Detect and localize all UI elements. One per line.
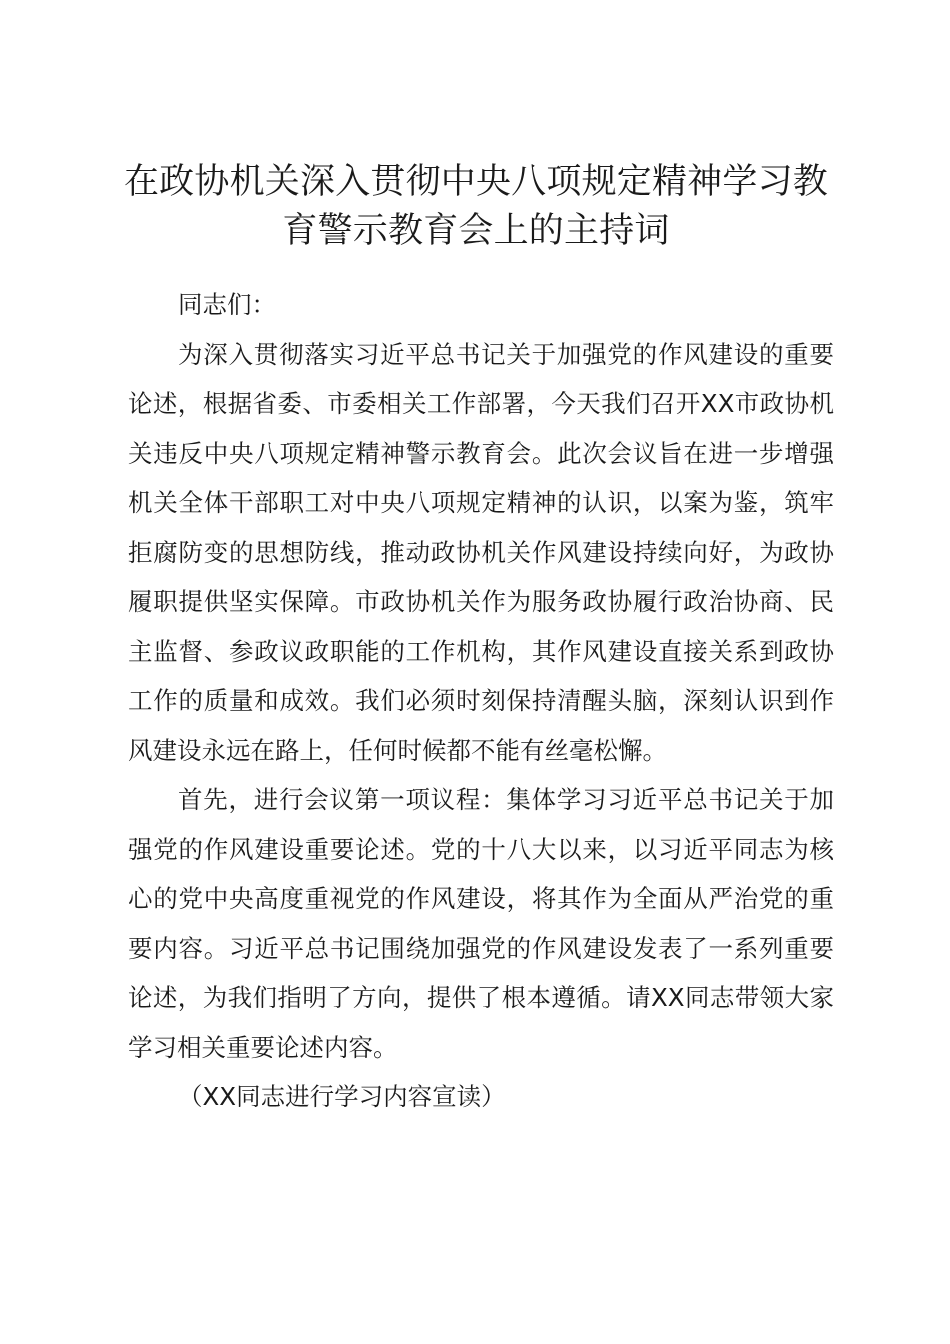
paragraph-stage-note: （XX同志进行学习内容宣读） [178,1082,506,1111]
salutation: 同志们： [178,290,276,319]
document-body [128,280,834,1122]
paragraph-intro: 为深入贯彻落实习近平总书记关于加强党的作风建设的重要论述，根据省委、市委相关工作部署，今天我们召开XX市政协机关违反中央八项规定精神警示教育会。此次会议旨在进一步增强机关全体干部职工对中央八项规定精神的认识，以案为鉴，筑牢拒腐防变的思想防线，推动政协机关作风建设持续向好，为政协履职提供坚实保障。市政协机关作为服务政协履行政治协商、民主监督、参政议政职能的工作机构，其作风建设直接关系到政协工作的质量和成效。我们必须时刻保持清醒头脑，深刻认识到作风建设永远在路上，任何时候都不能有丝毫松懈。 [128,339,834,765]
paragraph-agenda-one: 首先，进行会议第一项议程：集体学习习近平总书记关于加强党的作风建设重要论述。党的十八大以来，以习近平同志为核心的党中央高度重视党的作风建设，将其作为全面从严治党的重要内容。习近平总书记围绕加强党的作风建设发表了一系列重要论述，为我们指明了方向，提供了根本遵循。请XX同志带领大家学习相关重要论述内容。 [128,785,834,1062]
document-title: 在政协机关深入贯彻中央八项规定精神学习教育警示教育会上的主持词 [123,162,828,251]
